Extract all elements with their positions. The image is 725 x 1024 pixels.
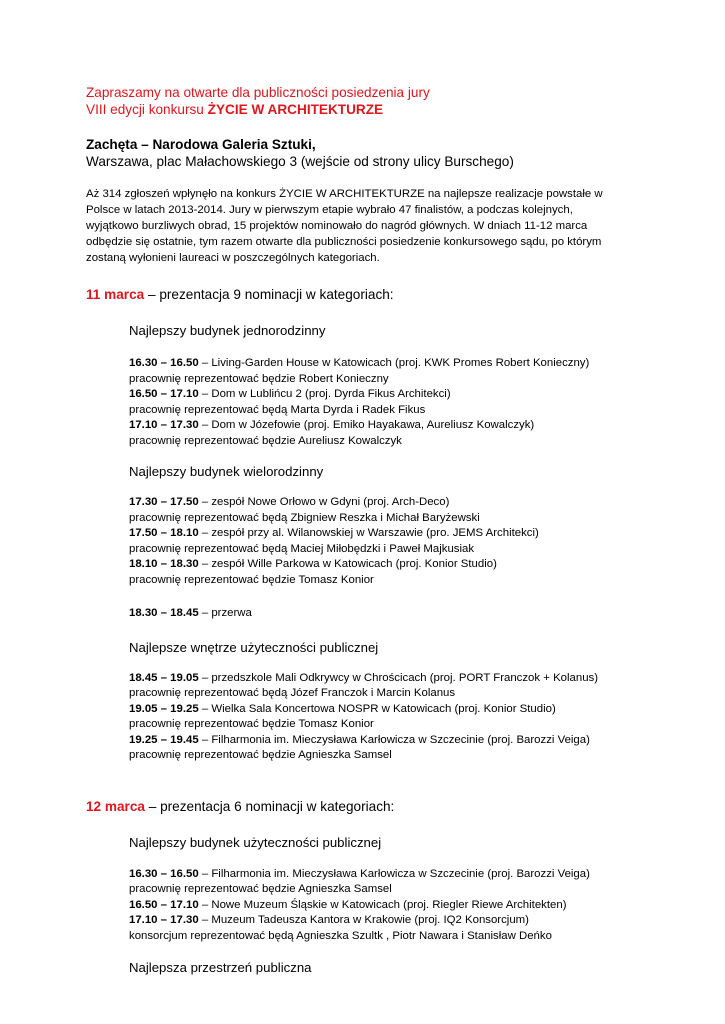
description-line: wyjątkowo burzliwych obrad, 15 projektów nominowało do nagród głównych. W dniach 11-12 marca xyxy=(86,220,588,232)
representative: pracownię reprezentować będzie Tomasz Konior xyxy=(129,573,374,586)
representative: pracownię reprezentować będą Maciej Miłobędzki i Paweł Majkusiak xyxy=(129,542,475,555)
invitation-line-1: Zapraszamy na otwarte dla publiczności posiedzenia jury xyxy=(86,85,430,100)
venue-address: Warszawa, plac Małachowskiego 3 (wejście od strony ulicy Burschego) xyxy=(86,154,514,169)
schedule-slot: 16.30 – 16.50 – Filharmonia im. Mieczysława Karłowicza w Szczecinie (proj. Barozzi Veiga) xyxy=(129,867,590,880)
schedule-slot: 19.25 – 19.45 – Filharmonia im. Mieczysława Karłowicza w Szczecinie (proj. Barozzi Veiga) xyxy=(129,733,590,746)
description-line: zostaną wyłonieni laureaci w poszczególnych kategoriach. xyxy=(86,252,380,264)
schedule-slot: 16.50 – 17.10 – Nowe Muzeum Śląskie w Katowicach (proj. Riegler Riewe Architekten) xyxy=(129,898,567,911)
schedule-slot: 18.10 – 18.30 – zespół Wille Parkowa w Katowicach (proj. Konior Studio) xyxy=(129,558,497,570)
schedule-slot: 17.50 – 18.10 – zespół przy al. Wilanowskiej w Warszawie (pro. JEMS Architekci) xyxy=(129,527,539,539)
schedule-slot: 17.10 – 17.30 – Dom w Józefowie (proj. Emiko Hayakawa, Aureliusz Kowalczyk) xyxy=(129,419,535,431)
day-2-date: 12 marca xyxy=(86,798,145,814)
category-title: Najlepszy budynek użyteczności publicznej xyxy=(129,834,382,850)
schedule-slot: 17.10 – 17.30 – Muzeum Tadeusza Kantora w Krakowie (proj. IQ2 Konsorcjum) xyxy=(129,914,529,926)
representative: pracownię reprezentować będzie Tomasz Konior xyxy=(129,718,374,730)
schedule-slot: 18.45 – 19.05 – przedszkole Mali Odkrywcy w Chrościcach (proj. PORT Franczok + Kolanus) xyxy=(129,671,599,684)
description-line: Aż 314 zgłoszeń wpłynęło na konkurs ŻYCIE W ARCHITEKTURZE na najlepsze realizacje powstałe w xyxy=(86,188,603,200)
representative: pracownię reprezentować będzie Robert Konieczny xyxy=(129,372,389,385)
description-line: Polsce w latach 2013-2014. Jury w pierwszym etapie wybrało 47 finalistów, a podczas kolejnych, xyxy=(86,204,573,216)
description-line: odbędzie się ostatnie, tym razem otwarte dla publiczności posiedzenie konkursowego sądu, po którym xyxy=(86,236,602,248)
category-title: Najlepszy budynek jednorodzinny xyxy=(129,323,326,338)
representative: pracownię reprezentować będzie Agnieszka Samsel xyxy=(129,883,392,895)
representative: pracownię reprezentować będzie Aureliusz Kowalczyk xyxy=(129,434,402,447)
description-paragraph xyxy=(86,186,646,266)
schedule-slot: 16.50 – 17.10 – Dom w Lublińcu 2 (proj. Dyrda Fikus Architekci) xyxy=(129,388,451,400)
day-2-heading: 12 marca – prezentacja 6 nominacji w kategoriach: xyxy=(86,798,395,814)
venue-name: Zachęta – Narodowa Galeria Sztuki, xyxy=(86,137,316,152)
schedule-slot: 19.05 – 19.25 – Wielka Sala Koncertowa NOSPR w Katowicach (proj. Konior Studio) xyxy=(129,702,556,715)
day-1-date: 11 marca xyxy=(86,287,145,302)
category-title: Najlepsza przestrzeń publiczna xyxy=(129,960,312,975)
category-title: Najlepszy budynek wielorodzinny xyxy=(129,464,324,479)
invitation-line-2: VIII edycji konkursu ŻYCIE W ARCHITEKTURZE xyxy=(86,102,384,117)
break-slot: 18.30 – 18.45 – przerwa xyxy=(129,607,252,619)
venue-block xyxy=(86,136,646,170)
schedule-slot: 17.30 – 17.50 – zespół Nowe Orłowo w Gdyni (proj. Arch-Deco) xyxy=(129,496,450,508)
schedule-list xyxy=(129,671,646,764)
day-1-heading: 11 marca – prezentacja 9 nominacji w kategoriach: xyxy=(86,287,394,302)
schedule-list xyxy=(129,356,646,449)
representative: pracownię reprezentować będzie Agnieszka Samsel xyxy=(129,749,392,761)
representative: pracownię reprezentować będą Zbigniew Reszka i Michał Baryżewski xyxy=(129,511,480,524)
schedule-list xyxy=(129,495,646,588)
representative: pracownię reprezentować będą Józef Franczok i Marcin Kolanus xyxy=(129,687,456,699)
schedule-list xyxy=(129,867,646,945)
category-title: Najlepsze wnętrze użyteczności publicznej xyxy=(129,639,379,655)
schedule-slot: 16.30 – 16.50 – Living-Garden House w Katowicach (proj. KWK Promes Robert Konieczny) xyxy=(129,357,590,369)
invitation-header xyxy=(86,84,646,118)
document-page xyxy=(86,84,646,976)
representative: pracownię reprezentować będą Marta Dyrda i Radek Fikus xyxy=(129,403,426,416)
representative: konsorcjum reprezentować będą Agnieszka Szultk , Piotr Nawara i Stanisław Deńko xyxy=(129,929,552,942)
competition-name: ŻYCIE W ARCHITEKTURZE xyxy=(207,102,384,117)
